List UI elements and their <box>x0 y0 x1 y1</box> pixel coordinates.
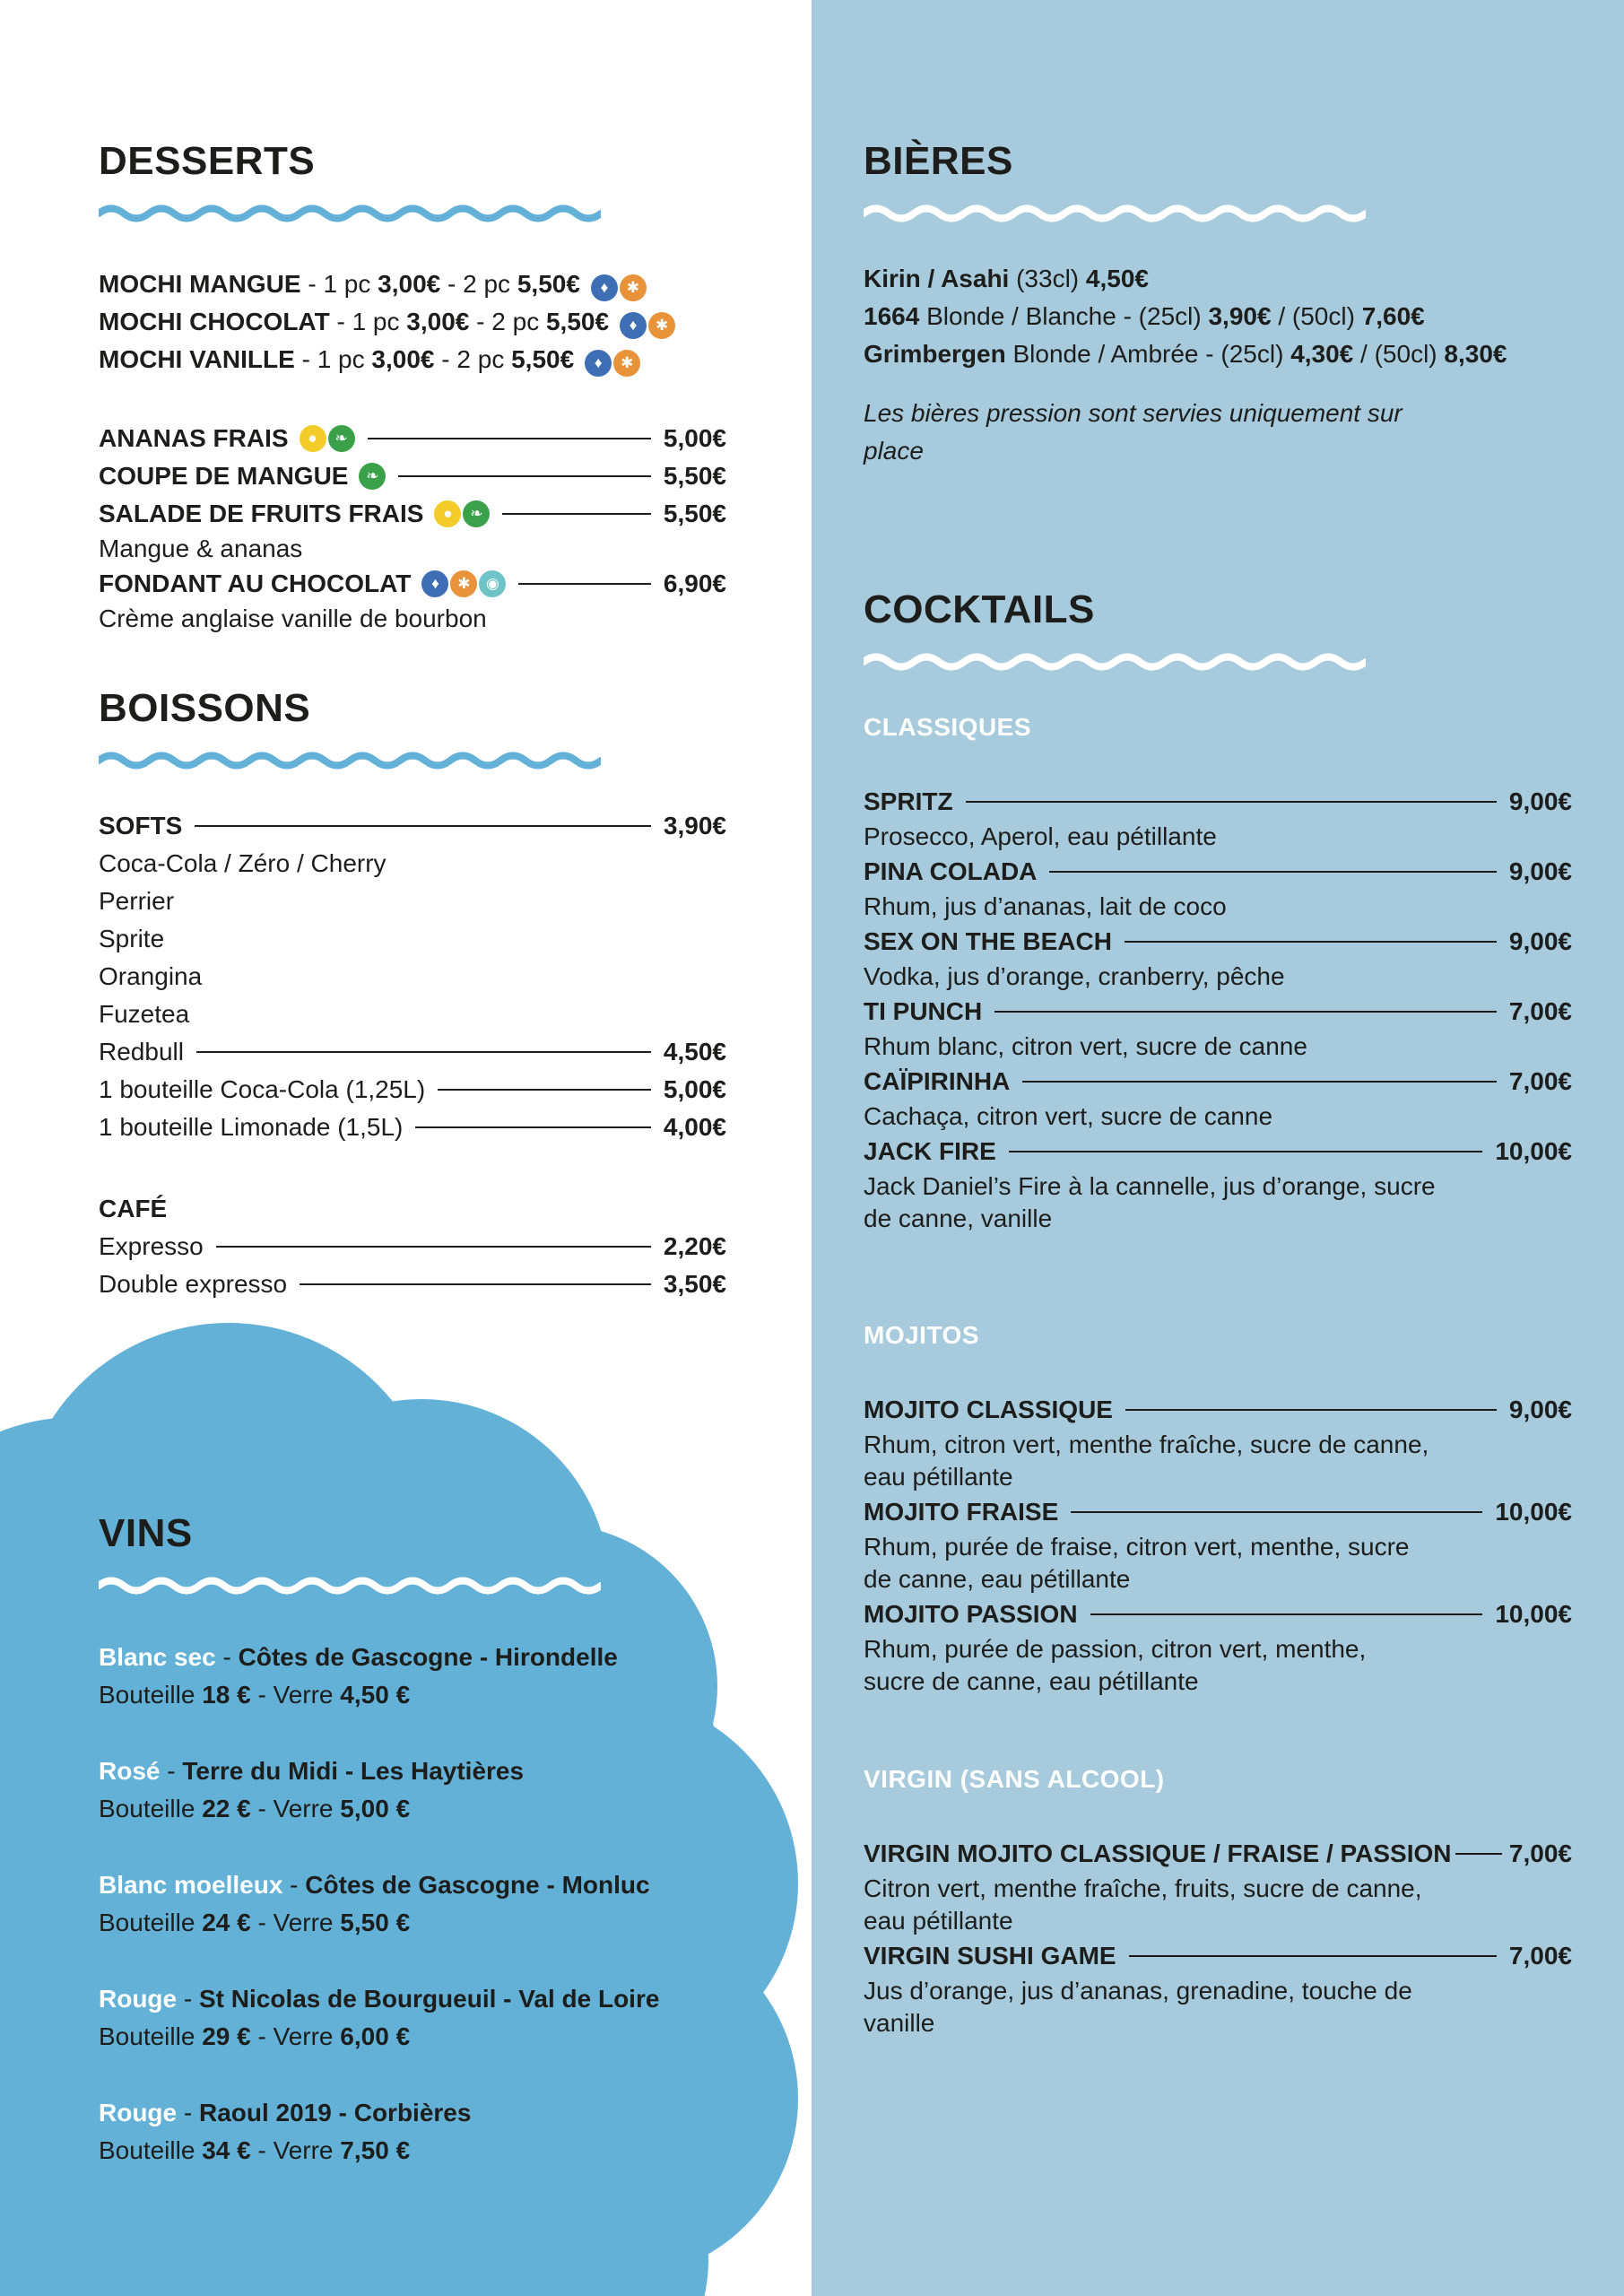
menu-item: MOJITO FRAISE 10,00€ <box>864 1498 1572 1526</box>
vegetarian-icon: ♦ <box>585 350 612 377</box>
mochi-list <box>99 265 726 378</box>
wine-item: Rouge - St Nicolas de Bourgueuil - Val de Loire Bouteille 29 € - Verre 6,00 € <box>99 1985 660 2050</box>
dotted-leader <box>1455 1853 1502 1855</box>
dotted-leader <box>1049 871 1497 873</box>
menu-item: SOFTS 3,90€ <box>99 812 726 839</box>
dotted-leader <box>368 438 651 439</box>
section-title-cocktails: COCKTAILS <box>864 587 1095 631</box>
menu-item: 1 bouteille Limonade (1,5L) 4,00€ <box>99 1113 726 1141</box>
item-description: Jack Daniel’s Fire à la cannelle, jus d’orange, sucre de canne, vanille <box>864 1172 1436 1232</box>
menu-item: VIRGIN SUSHI GAME 7,00€ <box>864 1942 1572 1970</box>
mochi-item: MOCHI MANGUE - 1 pc 3,00€ - 2 pc 5,50€ ♦ ✱ <box>99 265 726 303</box>
item-description: Cachaça, citron vert, sucre de canne <box>864 1102 1273 1130</box>
wine-item: Blanc sec - Côtes de Gascogne - Hirondelle Bouteille 18 € - Verre 4,50 € <box>99 1643 618 1709</box>
menu-item: Double expresso 3,50€ <box>99 1270 726 1298</box>
section-title-boissons: BOISSONS <box>99 686 311 730</box>
item-description: Rhum blanc, citron vert, sucre de canne <box>864 1032 1307 1060</box>
vegetarian-icon: ♦ <box>421 570 448 597</box>
cocktails-section <box>864 587 1572 675</box>
dotted-leader <box>300 1283 651 1285</box>
vegan-icon: ❧ <box>328 425 355 452</box>
item-description: Rhum, purée de fraise, citron vert, menthe, sucre de canne, eau pétillante <box>864 1533 1410 1593</box>
bieres-list <box>864 260 1572 470</box>
dotted-leader <box>438 1089 651 1091</box>
desserts-section <box>99 139 726 227</box>
dotted-leader <box>415 1126 651 1128</box>
wave-divider <box>99 200 601 227</box>
item-description: Jus d’orange, jus d’ananas, grenadine, touche de vanille <box>864 1977 1412 2037</box>
menu-item: MOJITO CLASSIQUE 9,00€ <box>864 1396 1572 1423</box>
subsection-title: MOJITOS <box>864 1321 980 1349</box>
menu-item: Expresso 2,20€ <box>99 1232 726 1260</box>
item-description: Mangue & ananas <box>99 535 303 562</box>
menu-item: ANANAS FRAIS ● ❧ 5,00€ <box>99 424 726 452</box>
desserts-list <box>99 420 726 635</box>
menu-item: VIRGIN MOJITO CLASSIQUE / FRAISE / PASSION 7,00€ <box>864 1839 1572 1867</box>
virgin-list <box>864 1765 1572 2039</box>
cafe-list <box>99 1190 726 1303</box>
wave-divider <box>99 747 601 774</box>
vegetarian-icon: ♦ <box>620 312 647 339</box>
vegan-icon: ❧ <box>463 500 490 527</box>
bieres-section <box>864 139 1572 227</box>
boissons-list <box>99 807 726 1146</box>
mojitos-list <box>864 1321 1572 1698</box>
menu-item: PINA COLADA 9,00€ <box>864 857 1572 885</box>
gluten-icon: ✱ <box>620 274 647 301</box>
dotted-leader <box>1090 1613 1483 1615</box>
boissons-section <box>99 686 726 774</box>
wine-item: Rosé - Terre du Midi - Les Haytières Bouteille 22 € - Verre 5,00 € <box>99 1757 525 1822</box>
section-title-desserts: DESSERTS <box>99 139 316 183</box>
wave-divider <box>864 200 1366 227</box>
cafe-label: CAFÉ <box>99 1195 168 1222</box>
list-item: Coca-Cola / Zéro / Cherry <box>99 849 386 877</box>
section-title-vins: VINS <box>99 1511 193 1555</box>
menu-item: FONDANT AU CHOCOLAT ♦ ✱ ◉ 6,90€ <box>99 570 726 597</box>
vegan-icon: ❧ <box>359 463 386 490</box>
list-item: Fuzetea <box>99 1000 190 1028</box>
mochi-item: MOCHI VANILLE - 1 pc 3,00€ - 2 pc 5,50€ ♦ ✱ <box>99 341 726 378</box>
dotted-leader <box>195 825 651 827</box>
fruit-icon: ● <box>300 425 326 452</box>
subsection-title: CLASSIQUES <box>864 713 1032 741</box>
fruit-icon: ● <box>434 500 461 527</box>
item-description: Citron vert, menthe fraîche, fruits, sucre de canne, eau pétillante <box>864 1874 1422 1935</box>
dotted-leader <box>1125 1409 1497 1411</box>
item-description: Crème anglaise vanille de bourbon <box>99 604 487 632</box>
menu-item: MOJITO PASSION 10,00€ <box>864 1600 1572 1628</box>
dotted-leader <box>216 1246 651 1248</box>
dotted-leader <box>966 801 1497 803</box>
beer-item: Grimbergen Blonde / Ambrée - (25cl) 4,30€ / (50cl) 8,30€ <box>864 340 1507 368</box>
dotted-leader <box>1125 941 1497 943</box>
wave-divider <box>99 1572 601 1599</box>
dotted-leader <box>1009 1151 1483 1152</box>
mochi-item: MOCHI CHOCOLAT - 1 pc 3,00€ - 2 pc 5,50€ ♦ ✱ <box>99 303 726 341</box>
beer-item: 1664 Blonde / Blanche - (25cl) 3,90€ / (50cl) 7,60€ <box>864 302 1425 330</box>
item-description: Prosecco, Aperol, eau pétillante <box>864 822 1217 850</box>
dotted-leader <box>196 1051 651 1053</box>
classiques-list <box>864 713 1572 1235</box>
menu-item: Redbull 4,50€ <box>99 1038 726 1065</box>
menu-item: CAÏPIRINHA 7,00€ <box>864 1067 1572 1095</box>
dotted-leader <box>398 475 650 477</box>
dotted-leader <box>1129 1955 1497 1957</box>
menu-item: JACK FIRE 10,00€ <box>864 1137 1572 1165</box>
menu-item: SALADE DE FRUITS FRAIS ● ❧ 5,50€ <box>99 500 726 527</box>
item-description: Vodka, jus d’orange, cranberry, pêche <box>864 962 1285 990</box>
menu-item: 1 bouteille Coca-Cola (1,25L) 5,00€ <box>99 1075 726 1103</box>
wine-item: Rouge - Raoul 2019 - Corbières Bouteille 34 € - Verre 7,50 € <box>99 2099 472 2164</box>
dotted-leader <box>1071 1511 1482 1513</box>
vins-list <box>99 1639 726 2170</box>
item-description: Rhum, jus d’ananas, lait de coco <box>864 892 1227 920</box>
item-description: Rhum, citron vert, menthe fraîche, sucre de canne, eau pétillante <box>864 1431 1429 1491</box>
gluten-icon: ✱ <box>648 312 675 339</box>
beer-item: Kirin / Asahi (33cl) 4,50€ <box>864 265 1149 292</box>
dotted-leader <box>994 1011 1497 1013</box>
list-item: Perrier <box>99 887 175 915</box>
menu-item: SEX ON THE BEACH 9,00€ <box>864 927 1572 955</box>
wave-divider <box>864 648 1366 675</box>
egg-icon: ◉ <box>479 570 506 597</box>
wine-item: Blanc moelleux - Côtes de Gascogne - Monluc Bouteille 24 € - Verre 5,50 € <box>99 1871 650 1936</box>
menu-item: SPRITZ 9,00€ <box>864 787 1572 815</box>
gluten-icon: ✱ <box>450 570 477 597</box>
dotted-leader <box>502 513 650 515</box>
menu-item: COUPE DE MANGUE ❧ 5,50€ <box>99 462 726 490</box>
list-item: Sprite <box>99 925 165 952</box>
vins-section <box>99 1511 726 1599</box>
menu-item: TI PUNCH 7,00€ <box>864 997 1572 1025</box>
beer-note: Les bières pression sont servies uniquement sur place <box>864 399 1403 465</box>
section-title-bieres: BIÈRES <box>864 139 1013 183</box>
vegetarian-icon: ♦ <box>591 274 618 301</box>
dotted-leader <box>1022 1081 1497 1083</box>
list-item: Orangina <box>99 962 203 990</box>
item-description: Rhum, purée de passion, citron vert, menthe, sucre de canne, eau pétillante <box>864 1635 1367 1695</box>
dotted-leader <box>518 583 651 585</box>
subsection-title: VIRGIN (SANS ALCOOL) <box>864 1765 1165 1793</box>
gluten-icon: ✱ <box>613 350 640 377</box>
